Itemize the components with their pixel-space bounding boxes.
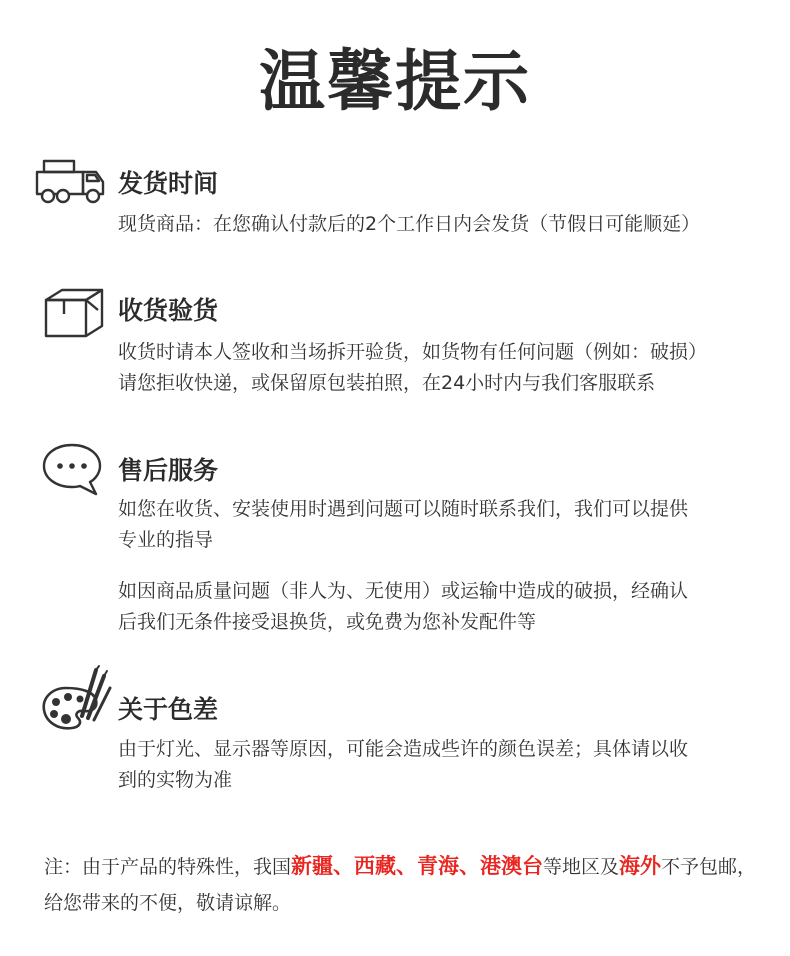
section-text-shipping: 现货商品：在您确认付款后的2个工作日内会发货（节假日可能顺延）	[118, 213, 701, 235]
package-box-icon	[40, 286, 108, 340]
section-text-after-sales-2: 如因商品质量问题（非人为、无使用）或运输中造成的破损，经确认 后我们无条件接受退换货，或免费为您补发配件等	[118, 580, 689, 633]
note-suffix: 不予包邮，给您带来的不便，敬请谅解。	[44, 856, 757, 914]
section-heading-receiving: 收货验货	[118, 296, 219, 325]
note-regions: 新疆、西藏、青海、港澳台	[291, 854, 544, 878]
note-overseas: 海外	[619, 854, 662, 878]
chat-bubble-icon	[40, 442, 104, 496]
section-text-after-sales-1: 如您在收货、安装使用时遇到问题可以随时联系我们，我们可以提供 专业的指导	[118, 498, 689, 551]
section-heading-color: 关于色差	[118, 695, 219, 724]
note-prefix: 注：由于产品的特殊性，我国	[44, 856, 292, 878]
note-middle: 等地区及	[543, 856, 620, 878]
section-text-receiving: 收货时请本人签收和当场拆开验货，如货物有任何问题（例如：破损） 请您拒收快递，或保留原包装拍照，在24小时内与我们客服联系	[118, 341, 708, 394]
delivery-truck-icon	[34, 158, 106, 206]
section-heading-after-sales: 售后服务	[118, 456, 219, 485]
section-text-color: 由于灯光、显示器等原因，可能会造成些许的颜色误差；具体请以收 到的实物为准	[118, 738, 689, 791]
page-title: 温馨提示	[259, 43, 531, 120]
shipping-note	[44, 848, 764, 921]
section-heading-shipping: 发货时间	[118, 169, 219, 198]
paint-palette-icon	[38, 664, 112, 736]
